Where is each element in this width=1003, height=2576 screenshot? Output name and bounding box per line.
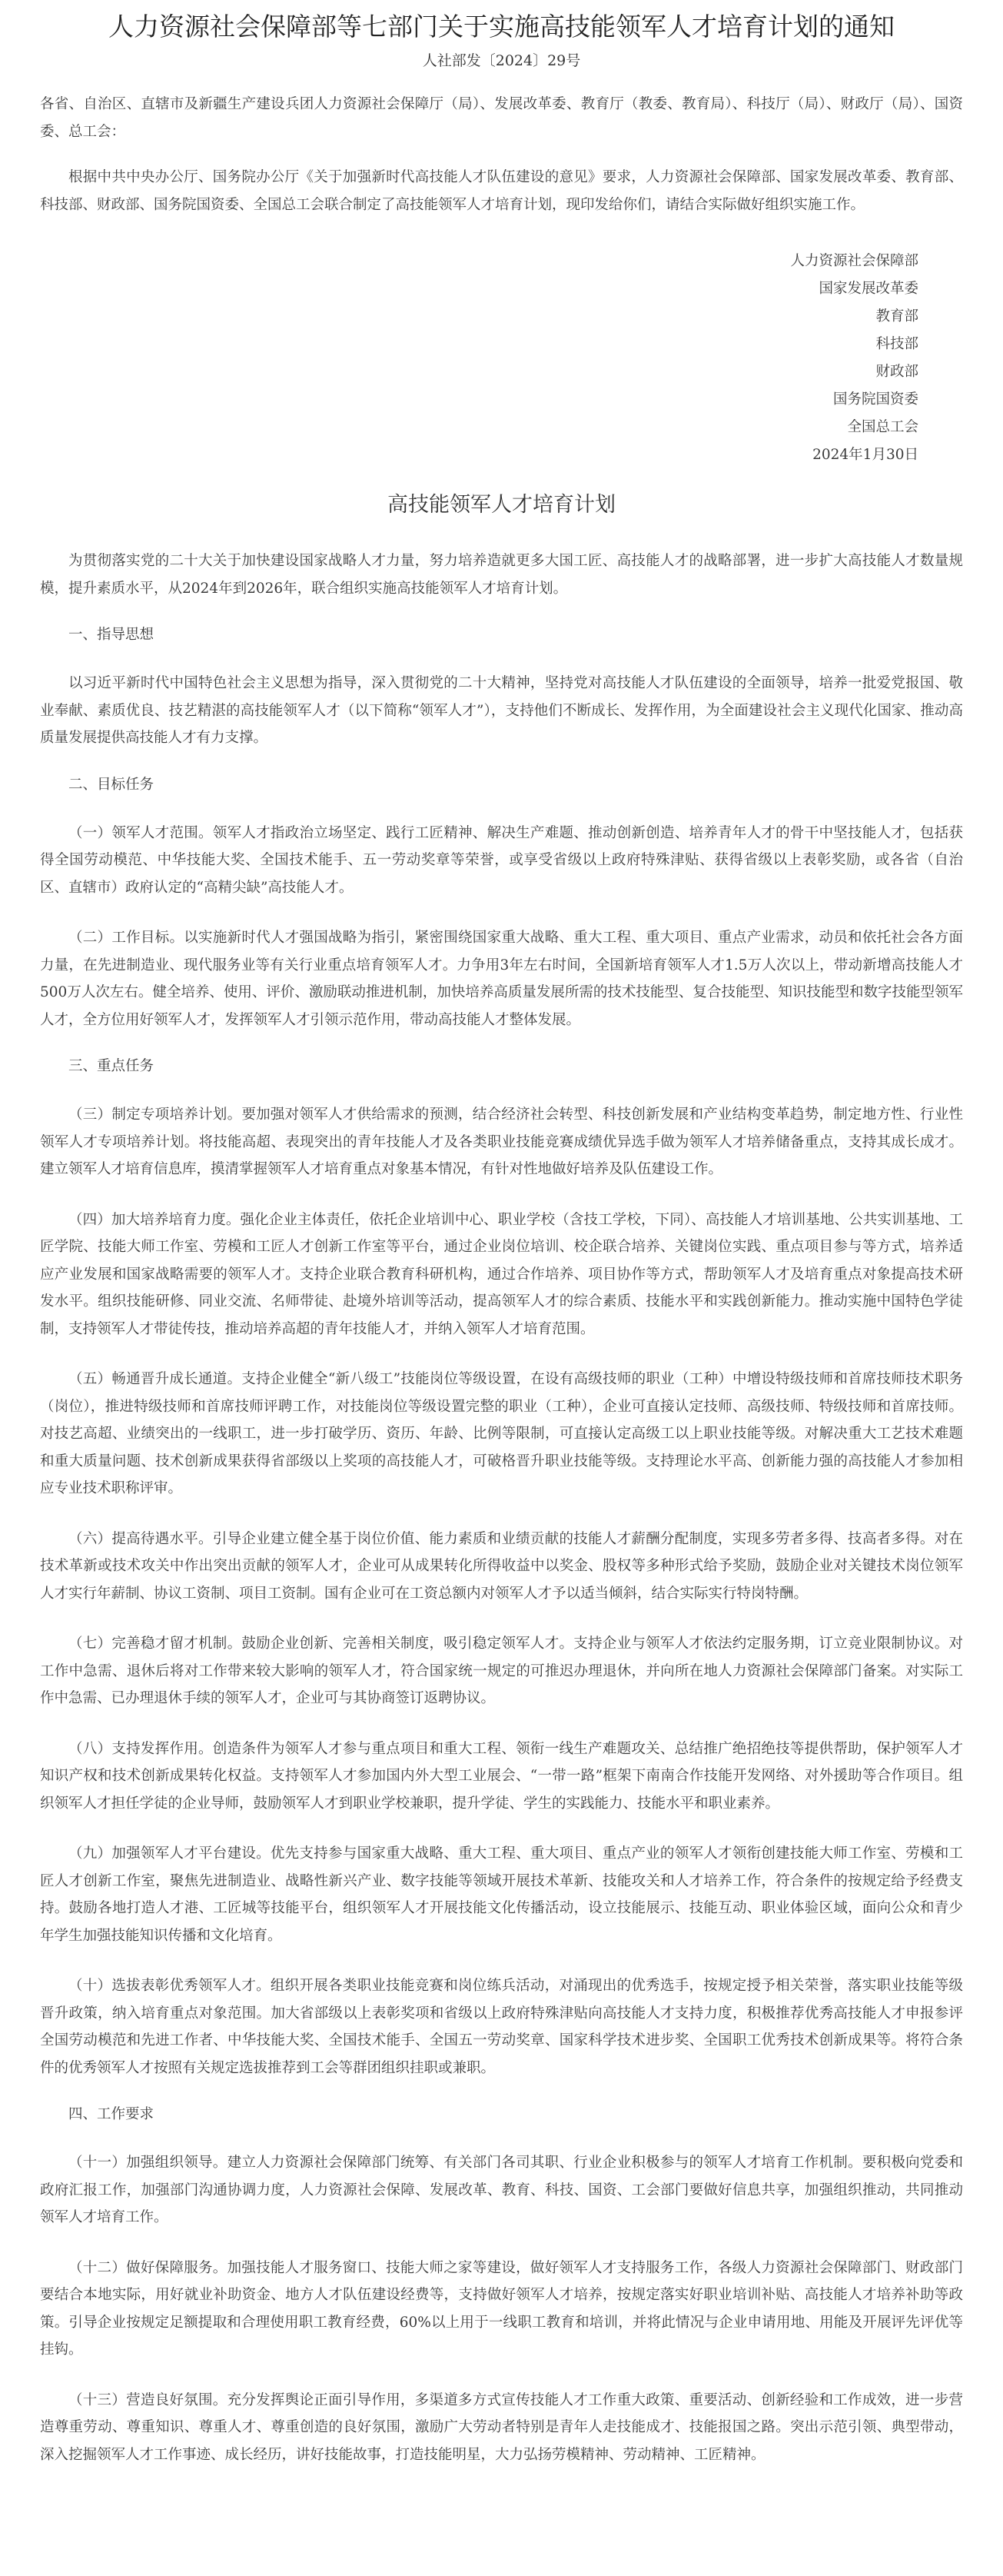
section-paragraph: 以习近平新时代中国特色社会主义思想为指导，深入贯彻党的二十大精神，坚持党对高技能人才队伍建设的全面领导，培养一批爱党报国、敬业奉献、素质优良、技艺精湛的高技能领军人才（以下简称“领军人才”），支持他们不断成长、发挥作用，为全面建设社会主义现代化国家、推动高质量发展提供高技能人才有力支撑。 bbox=[40, 675, 963, 746]
plan-title: 高技能领军人才培育计划 bbox=[387, 493, 616, 517]
section-paragraph: （十二）做好保障服务。加强技能人才服务窗口、技能大师之家等建设，做好领军人才支持服务工作，各级人力资源社会保障部门、财政部门要结合本地实际，用好就业补助资金、地方人才队伍建设经费等，支持做好领军人才培养，按规定落实好职业培训补贴、高技能人才培养补助等政策。引导企业按规定足额提取和合理使用职工教育经费，60%以上用于一线职工教育和培训，并将此情况与企业申请用地、用能及开展评先评优等挂钩。 bbox=[40, 2259, 963, 2358]
issuer-ndrc: 国家发展改革委 bbox=[819, 281, 918, 297]
addressee-line: 各省、自治区、直辖市及新疆生产建设兵团人力资源社会保障厅（局）、发展改革委、教育厅（教委、教育局）、科技厅（局）、财政厅（局）、国资委、总工会： bbox=[40, 96, 963, 140]
section-paragraph: （二）工作目标。以实施新时代人才强国战略为指引，紧密围绕国家重大战略、重大工程、重大项目、重点产业需求，动员和依托社会各方面力量，在先进制造业、现代服务业等有关行业重点培育领军人才。力争用3年左右时间，全国新培育领军人才1.5万人次以上，带动新增高技能人才500万人次左右。健全培养、使用、评价、激励联动推进机制，加快培养高质量发展所需的技术技能型、复合技能型、知识技能型和数字技能型领军人才，全方位用好领军人才，发挥领军人才引领示范作用，带动高技能人才整体发展。 bbox=[40, 930, 963, 1028]
section-paragraph: （八）支持发挥作用。创造条件为领军人才参与重点项目和重大工程、领衔一线生产难题攻关、总结推广绝招绝技等提供帮助，保护领军人才知识产权和技术创新成果转化权益。支持领军人才参加国内外大型工业展会、“一带一路”框架下南南合作技能开发网络、对外援助等合作项目。组织领军人才担任学徒的企业导师，鼓励领军人才到职业学校兼职，提升学徒、学生的实践能力、技能水平和职业素养。 bbox=[40, 1740, 963, 1812]
plan-intro: 为贯彻落实党的二十大关于加快建设国家战略人才力量，努力培养造就更多大国工匠、高技能人才的战略部署，进一步扩大高技能人才数量规模，提升素质水平，从2024年到2026年，联合组织实施高技能领军人才培育计划。 bbox=[40, 553, 963, 597]
issuer-moe: 教育部 bbox=[875, 308, 918, 324]
section-heading: 一、指导思想 bbox=[68, 627, 154, 643]
document-number: 人社部发〔2024〕29号 bbox=[422, 52, 581, 69]
issuing-departments bbox=[40, 248, 963, 469]
issuer-sasac: 国务院国资委 bbox=[832, 391, 918, 408]
section-paragraph: （一）领军人才范围。领军人才指政治立场坚定、践行工匠精神、解决生产难题、推动创新创造、培养青年人才的骨干中坚技能人才，包括获得全国劳动模范、中华技能大奖、全国技术能手、五一劳动奖章等荣誉，或享受省级以上政府特殊津贴、获得省级以上表彰奖励，或各省（自治区、直辖市）政府认定的“高精尖缺”高技能人才。 bbox=[40, 824, 963, 896]
section-paragraph: （十一）加强组织领导。建立人力资源社会保障部门统筹、有关部门各司其职、行业企业积极参与的领军人才培育工作机制。要积极向党委和政府汇报工作，加强部门沟通协调力度，人力资源社会保障、发展改革、教育、科技、国资、工会部门要做好信息共享，加强组织推动，共同推动领军人才培育工作。 bbox=[40, 2155, 963, 2225]
issuer-mohrss: 人力资源社会保障部 bbox=[790, 253, 918, 269]
section-paragraph: （五）畅通晋升成长通道。支持企业健全“新八级工”技能岗位等级设置，在设有高级技师的职业（工种）中增设特级技师和首席技师技术职务（岗位），推进特级技师和首席技师评聘工作，对技能岗位等级设置完整的职业（工种），企业可直接认定技师、高级技师、特级技师和首席技师。对技艺高超、业绩突出的一线职工，进一步打破学历、资历、年龄、比例等限制，可直接认定高级工以上职业技能等级。对解决重大工艺技术难题和重大质量问题、技术创新成果获得省部级以上奖项的高技能人才，可破格晋升职业技能等级。支持理论水平高、创新能力强的高技能人才参加相应专业技术职称评审。 bbox=[40, 1371, 963, 1496]
section-heading: 三、重点任务 bbox=[68, 1058, 154, 1074]
section-paragraph: （七）完善稳才留才机制。鼓励企业创新、完善相关制度，吸引稳定领军人才。支持企业与领军人才依法约定服务期，订立竞业限制协议。对工作中急需、退休后将对工作带来较大影响的领军人才，符合国家统一规定的可推迟办理退休，并向所在地人力资源社会保障部门备案。对实际工作中急需、已办理退休手续的领军人才，企业可与其协商签订返聘协议。 bbox=[40, 1636, 963, 1706]
issue-date: 2024年1月30日 bbox=[812, 447, 918, 463]
section-paragraph: （四）加大培养培育力度。强化企业主体责任，依托企业培训中心、职业学校（含技工学校，下同）、高技能人才培训基地、公共实训基地、工匠学院、技能大师工作室、劳模和工匠人才创新工作室等平台，通过企业岗位培训、校企联合培养、关键岗位实践、重点项目参与等方式，培养适应产业发展和国家战略需要的领军人才。支持企业联合教育科研机构，通过合作培养、项目协作等方式，帮助领军人才及培育重点对象提高技术研发水平。组织技能研修、同业交流、名师带徒、赴境外培训等活动，提高领军人才的综合素质、技能水平和实践创新能力。推动实施中国特色学徒制，支持领军人才带徒传技，推动培养高超的青年技能人才，并纳入领军人才培育范围。 bbox=[40, 1211, 963, 1337]
issuer-acftu: 全国总工会 bbox=[847, 419, 918, 435]
issuer-mof: 财政部 bbox=[875, 364, 918, 380]
section-heading: 二、目标任务 bbox=[68, 776, 154, 793]
section-paragraph: （九）加强领军人才平台建设。优先支持参与国家重大战略、重大工程、重大项目、重点产业的领军人才领衔创建技能大师工作室、劳模和工匠人才创新工作室，聚焦先进制造业、战略性新兴产业、数字技能等领域开展技术革新、技能攻关和人才培养工作，符合条件的按规定给予经费支持。鼓励各地打造人才港、工匠城等技能平台，组织领军人才开展技能文化传播活动，设立技能展示、技能互动、职业体验区域，面向公众和青少年学生加强技能知识传播和文化培育。 bbox=[40, 1845, 963, 1944]
issuer-most: 科技部 bbox=[875, 336, 918, 352]
section-paragraph: （六）提高待遇水平。引导企业建立健全基于岗位价值、能力素质和业绩贡献的技能人才薪酬分配制度，实现多劳者多得、技高者多得。对在技术革新或技术攻关中作出突出贡献的领军人才，企业可从成果转化所得收益中以奖金、股权等多种形式给予奖励，鼓励企业对关键技术岗位领军人才实行年薪制、协议工资制、项目工资制。国有企业可在工资总额内对领军人才予以适当倾斜，结合实际实行特岗特酬。 bbox=[40, 1530, 963, 1602]
document-title: 人力资源社会保障部等七部门关于实施高技能领军人才培育计划的通知 bbox=[108, 12, 895, 42]
section-paragraph: （十三）营造良好氛围。充分发挥舆论正面引导作用，多渠道多方式宣传技能人才工作重大政策、重要活动、创新经验和工作成效，进一步营造尊重劳动、尊重知识、尊重人才、尊重创造的良好氛围，激励广大劳动者特别是青年人走技能成才、技能报国之路。突出示范引领、典型带动，深入挖掘领军人才工作事迹、成长经历，讲好技能故事，打造技能明星，大力弘扬劳模精神、劳动精神、工匠精神。 bbox=[40, 2391, 963, 2463]
section-paragraph: （三）制定专项培养计划。要加强对领军人才供给需求的预测，结合经济社会转型、科技创新发展和产业结构变革趋势，制定地方性、行业性领军人才专项培养计划。将技能高超、表现突出的青年技能人才及各类职业技能竞赛成绩优异选手做为领军人才培养储备重点，支持其成长成才。建立领军人才培育信息库，摸清掌握领军人才培育重点对象基本情况，有针对性地做好培养及队伍建设工作。 bbox=[40, 1107, 963, 1177]
section-heading: 四、工作要求 bbox=[68, 2106, 154, 2122]
section-paragraph: （十）选拔表彰优秀领军人才。组织开展各类职业技能竞赛和岗位练兵活动，对涌现出的优秀选手，按规定授予相关荣誉，落实职业技能等级晋升政策，纳入培育重点对象范围。加大省部级以上表彰奖项和省级以上政府特殊津贴向高技能人才支持力度，积极推荐优秀高技能人才申报参评全国劳动模范和先进工作者、中华技能大奖、全国技术能手、全国五一劳动奖章、国家科学技术进步奖、全国职工优秀技术创新成果等。将符合条件的优秀领军人才按照有关规定选拔推荐到工会等群团组织挂职或兼职。 bbox=[40, 1978, 963, 2076]
notice-body: 根据中共中央办公厅、国务院办公厅《关于加强新时代高技能人才队伍建设的意见》要求，人力资源社会保障部、国家发展改革委、教育部、科技部、财政部、国务院国资委、全国总工会联合制定了高技能领军人才培育计划，现印发给你们，请结合实际做好组织实施工作。 bbox=[40, 169, 963, 213]
